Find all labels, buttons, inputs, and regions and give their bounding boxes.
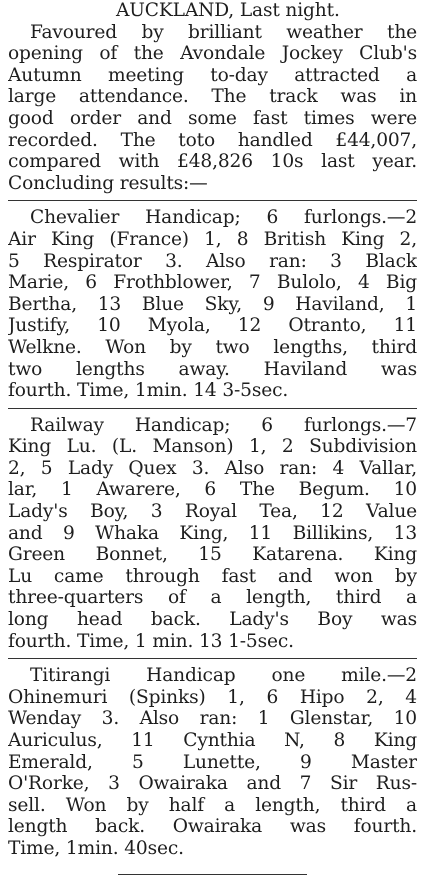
text-line: Railway Handicap; 6 furlongs.—7: [30, 414, 417, 436]
text-line: Air King (France) 1, 8 British King 2,: [8, 228, 417, 250]
text-line: Marie, 6 Frothblower, 7 Bulolo, 4 Big: [8, 272, 417, 294]
text-line: Ohinemuri (Spinks) 1, 6 Hipo 2, 4: [8, 686, 417, 708]
text-line: 2, 5 Lady Quex 3. Also ran: 4 Vallar,: [8, 457, 417, 479]
race-result: [8, 207, 417, 401]
section-divider: [8, 658, 417, 659]
text-line: Green Bonnet, 15 Katarena. King: [8, 544, 417, 566]
text-line: large attendance. The track was in: [8, 86, 417, 108]
text-line: Welkne. Won by two lengths, third: [8, 336, 417, 358]
text-line: lar, 1 Awarere, 6 The Begum. 10: [8, 479, 417, 501]
intro-paragraph: [8, 22, 417, 195]
text-line: 5 Respirator 3. Also ran: 3 Black: [8, 250, 417, 272]
race-result: [8, 415, 417, 653]
text-line: Auriculus, 11 Cynthia N, 8 King: [8, 730, 417, 751]
text-line: long head back. Lady's Boy was: [8, 609, 417, 631]
text-line: good order and some fast times were: [8, 107, 417, 129]
text-line: Emerald, 5 Lunette, 9 Master: [8, 751, 417, 773]
text-line: fourth. Time, 1min. 14 3-5sec.: [8, 380, 289, 402]
text-line: King Lu. (L. Manson) 1, 2 Subdivision: [8, 436, 417, 458]
text-line: O'Rorke, 3 Owairaka and 7 Sir Rus-: [8, 773, 417, 795]
text-line: and 9 Whaka King, 11 Billikins, 13: [8, 522, 417, 544]
dateline: AUCKLAND, Last night.: [116, 0, 340, 21]
text-line: Time, 1min. 40sec.: [8, 837, 184, 859]
text-line: Lady's Boy, 3 Royal Tea, 12 Value: [8, 501, 417, 523]
race-results: [8, 207, 417, 859]
text-line: two lengths away. Haviland was: [8, 358, 417, 380]
text-line: Wenday 3. Also ran: 1 Glenstar, 10: [8, 708, 417, 730]
text-line: Concluding results:—: [8, 172, 208, 194]
text-line: Lu came through fast and won by: [8, 565, 417, 587]
text-line: sell. Won by half a length, third a: [8, 794, 417, 816]
section-divider: [8, 408, 417, 409]
text-line: compared with £48,826 10s last year.: [8, 151, 417, 173]
text-line: recorded. The toto handled £44,007,: [8, 129, 417, 151]
text-line: three-quarters of a length, third a: [8, 587, 417, 609]
end-rule: [118, 874, 306, 875]
text-line: opening of the Avondale Jockey Club's: [8, 43, 417, 65]
text-line: Bertha, 13 Blue Sky, 9 Haviland, 1: [8, 293, 417, 315]
text-line: length back. Owairaka was fourth.: [8, 816, 417, 838]
text-line: Justify, 10 Myola, 12 Otranto, 11: [8, 315, 417, 337]
text-line: Favoured by brilliant weather the: [30, 21, 417, 43]
text-line: Autumn meeting to-day attracted a: [8, 64, 417, 86]
text-line: fourth. Time, 1 min. 13 1-5sec.: [8, 630, 294, 652]
section-divider: [8, 200, 417, 201]
text-line: Chevalier Handicap; 6 furlongs.—2: [30, 207, 417, 229]
race-result: [8, 665, 417, 859]
text-line: Titirangi Handicap one mile.—2: [30, 665, 417, 687]
